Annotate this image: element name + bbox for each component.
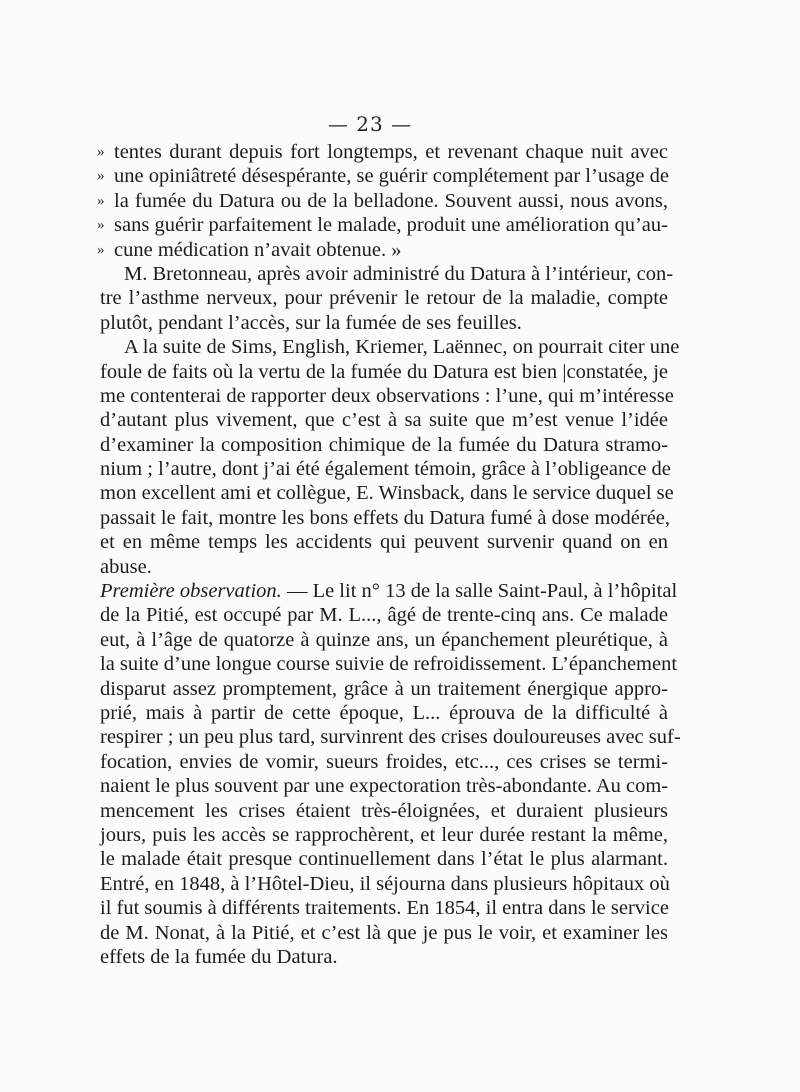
line-text: passait le fait, montre les bons effets du Datura fumé à dose modérée,: [100, 506, 671, 529]
text-line: [100, 896, 668, 920]
line-text: foule de faits où la vertu de la fumée du Datura est bien |constatée, je: [100, 360, 668, 383]
text-line: [100, 847, 668, 871]
text-line: [100, 921, 668, 945]
line-text: de M. Nonat, à la Pitié, et c’est là que je pus le voir, et examiner les: [100, 921, 668, 944]
text-line: [100, 677, 668, 701]
line-text: une opiniâtreté désespérante, se guérir complétement par l’usage de: [114, 165, 669, 188]
line-text: mon excellent ami et collègue, E. Winsback, dans le service duquel se: [100, 482, 674, 505]
line-text: la fumée du Datura ou de la belladone. Souvent aussi, nous avons,: [114, 189, 668, 212]
line-text: effets de la fumée du Datura.: [100, 945, 338, 968]
quote-mark: »: [97, 217, 105, 234]
line-text: Entré, en 1848, à l’Hôtel-Dieu, il séjourna dans plusieurs hôpitaux où: [100, 872, 670, 895]
text-line: [100, 360, 668, 384]
text-line: [100, 555, 668, 579]
text-line: [100, 286, 668, 310]
line-text: et en même temps les accidents qui peuvent survenir quand on en: [100, 531, 668, 554]
text-line: [100, 481, 674, 505]
line-text: la suite d’une longue course suivie de refroidissement. L’épanchement: [100, 653, 678, 676]
text-line: [97, 213, 668, 237]
line-text: d’autant plus vivement, que c’est à sa suite que m’est venue l’idée: [100, 409, 668, 432]
text-line: [100, 335, 680, 359]
page-number: — 23 —: [327, 112, 413, 136]
text-line: [100, 530, 668, 554]
body-text: [97, 140, 681, 969]
text-line: [100, 872, 668, 896]
text-line: [100, 603, 668, 627]
line-text: me contenterai de rapporter deux observations : l’une, qui m’intéresse: [100, 384, 674, 407]
text-line: [100, 750, 668, 774]
text-line: [100, 628, 668, 652]
quote-mark: »: [97, 168, 105, 185]
text-line: [100, 579, 678, 603]
text-line: [100, 506, 671, 530]
line-text: mencement les crises étaient très-éloignées, et duraient plusieurs: [100, 799, 668, 822]
line-text: M. Bretonneau, après avoir administré du Datura à l’intérieur, con-: [124, 262, 674, 285]
line-text: le malade était presque continuellement dans l’état le plus alarmant.: [100, 848, 668, 871]
line-text: il fut soumis à différents traitements. En 1854, il entra dans le service: [100, 897, 669, 920]
line-text: d’examiner la composition chimique de la fumée du Datura stramo-: [100, 433, 668, 456]
quote-mark: »: [97, 241, 105, 258]
text-line: [100, 652, 678, 676]
text-line: [100, 774, 668, 798]
text-line: [100, 945, 668, 969]
text-line: [100, 823, 668, 847]
line-text: disparut assez promptement, grâce à un traitement énergique appro-: [100, 677, 668, 700]
text-line: [97, 164, 669, 188]
line-text: focation, envies de vomir, sueurs froides, etc..., ces crises se termi-: [100, 750, 668, 773]
text-line: [100, 457, 671, 481]
line-text: respirer ; un peu plus tard, survinrent des crises douloureuses avec suf-: [100, 726, 681, 749]
line-text: naient le plus souvent par une expectoration très-abondante. Au com-: [100, 775, 669, 798]
quote-mark: »: [97, 144, 105, 160]
text-line: [100, 725, 681, 749]
line-text: tentes durant depuis fort longtemps, et revenant chaque nuit avec: [114, 141, 668, 163]
line-text: prié, mais à partir de cette époque, L... éprouva de la difficulté à: [100, 701, 668, 724]
line-text: plutôt, pendant l’accès, sur la fumée de ses feuilles.: [100, 311, 522, 334]
text-line: [97, 189, 668, 213]
text-line: [97, 238, 668, 262]
line-text: de la Pitié, est occupé par M. L..., âgé de trente-cinq ans. Ce malade: [100, 604, 668, 627]
text-line: [97, 140, 668, 164]
text-line: [100, 262, 674, 286]
text-line: [100, 799, 668, 823]
line-text: abuse.: [100, 555, 152, 578]
line-text: sans guérir parfaitement le malade, produit une amélioration qu’au-: [114, 214, 668, 237]
line-text: cune médication n’avait obtenue. »: [114, 238, 402, 261]
line-text: tre l’asthme nerveux, pour prévenir le retour de la maladie, compte: [100, 287, 668, 310]
text-line: [100, 701, 668, 725]
text-line: [100, 311, 668, 335]
text-line: [100, 433, 668, 457]
text-line: [100, 408, 668, 432]
line-text: A la suite de Sims, English, Kriemer, Laënnec, on pourrait citer une: [124, 336, 680, 359]
observation-heading: Première observation.: [100, 580, 282, 603]
line-text: — Le lit n° 13 de la salle Saint-Paul, à l’hôpital: [281, 580, 678, 603]
line-text: jours, puis les accès se rapprochèrent, et leur durée restant la même,: [100, 823, 668, 846]
line-text: nium ; l’autre, dont j’ai été également témoin, grâce à l’obligeance de: [100, 458, 671, 481]
quote-mark: »: [97, 192, 105, 209]
line-text: eut, à l’âge de quatorze à quinze ans, un épanchement pleurétique, à: [100, 628, 668, 651]
text-line: [100, 384, 674, 408]
